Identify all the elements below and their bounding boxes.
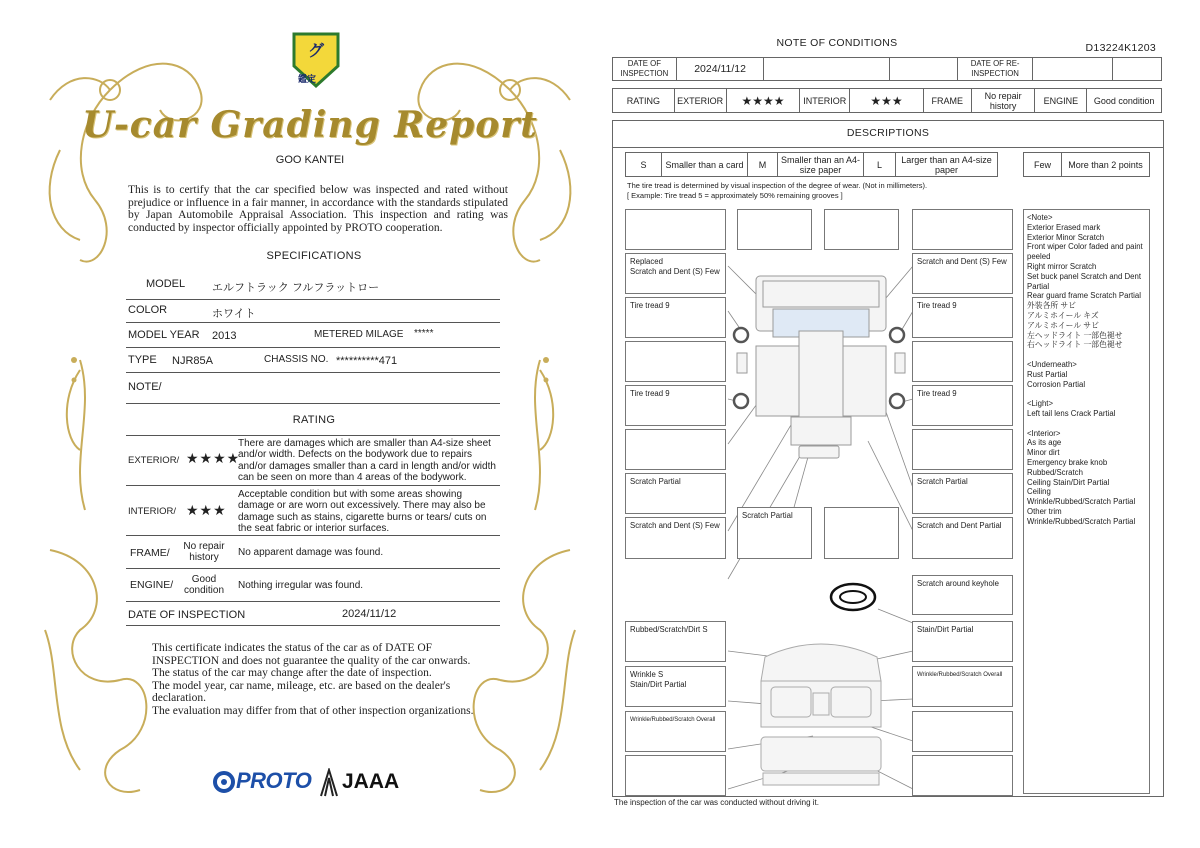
frame-label: FRAME (924, 89, 972, 112)
type-value: NJR85A (172, 355, 213, 367)
interior-box-right-3 (912, 711, 1013, 752)
notes-panel (1023, 209, 1150, 794)
interior-box-left-2: Wrinkle S Stain/Dirt Partial (625, 666, 726, 707)
legend-few: Few (1024, 153, 1062, 176)
legend-m: M (748, 153, 778, 176)
inspection-date-table (612, 57, 1162, 81)
condition-box-right-3: Tire tread 9 (912, 297, 1013, 338)
interior-label: INTERIOR/ (128, 506, 177, 517)
model-year-value: 2013 (212, 330, 237, 342)
legend-m-desc: Smaller than an A4-size paper (778, 153, 864, 176)
specifications-heading: SPECIFICATIONS (266, 250, 362, 262)
condition-box-left-3: Tire tread 9 (625, 297, 726, 338)
steering-wheel-icon (831, 584, 875, 610)
reinspection-value-cell (1033, 58, 1113, 80)
exterior-stars: ★★★★ (727, 89, 801, 112)
notes-text: <Note> Exterior Erased mark Exterior Minor Scratch Front wiper Color faded and paint peeled Right mirror Scratch Set buck panel Scratch and Dent Partial Rear guard frame Scratch Partial 外装各所 サビ アルミホイール キズ アルミホイール サビ 左ヘッドライト 一部色褪せ 右ヘッドライト 一部色褪せ <Underneath> Rust Partial Corrosion Partial <Light> Left tail lens Crack Partial <Interior> As its age Minor dirt Emergency brake knob Rubbed/Scratch Ceiling Stain/Dirt Partial Ceiling Wrinkle/Rubbed/Scratch Partial Other trim Wrinkle/Rubbed/Scratch Partial (1027, 213, 1143, 526)
condition-box-left-2: Replaced Scratch and Dent (S) Few (625, 253, 726, 294)
condition-box-right-4 (912, 341, 1013, 382)
spec-row-model-year (126, 323, 500, 348)
note-label: NOTE/ (128, 381, 162, 393)
condition-box-right-8: Scratch and Dent Partial (912, 517, 1013, 559)
date-of-inspection-value: 2024/11/12 (677, 58, 765, 80)
badge-label: 鑑定 (298, 74, 317, 84)
condition-box-right-2: Scratch and Dent (S) Few (912, 253, 1013, 294)
chassis-label: CHASSIS NO. (264, 354, 329, 365)
date-of-reinspection-label: DATE OF RE-INSPECTION (958, 58, 1034, 80)
model-year-label: MODEL YEAR (128, 329, 200, 341)
date-of-inspection-value: 2024/11/12 (342, 608, 397, 620)
exterior-description: There are damages which are smaller than A4-size sheet and/or width. Defects on the bodywork due to repairs and/or damages smaller than a card in length and/or width can be seen on more than 4 areas of the bodywork. (238, 438, 496, 484)
frame-value: No repair history (972, 89, 1036, 112)
rating-table (612, 88, 1162, 113)
keyhole-box: Scratch around keyhole (912, 575, 1013, 615)
certification-statement: This is to certify that the car specified below was inspected and rated without prejudice or influence in a fair manner, in accordance with the standards stipulated by Japan Automobile Appraisal Association. This inspection and rating was conducted by inspector officially appointed by PROTO cooperation. (128, 184, 508, 234)
condition-box-left-1 (625, 209, 726, 250)
spec-row-model (126, 271, 500, 300)
frame-label: FRAME/ (130, 547, 170, 559)
frame-value: No repair history (183, 541, 225, 564)
condition-box-bottom-1: Scratch Partial (737, 507, 812, 559)
legend-few-desc: More than 2 points (1068, 159, 1143, 170)
engine-label: ENGINE/ (130, 579, 174, 591)
inspection-footer-note: The inspection of the car was conducted without driving it. (614, 798, 819, 807)
exterior-label: EXTERIOR (675, 89, 727, 112)
interior-box-left-4 (625, 755, 726, 796)
inspection-blank-cell-2 (890, 58, 958, 80)
legend-l-desc: Larger than an A4-size paper (901, 154, 992, 175)
interior-description: Acceptable condition but with some areas showing damage or are worn out excessively. There may also be damage such as stains, cigarette burns or tears/ cuts on the seat fabric or interior surfaces. (238, 489, 487, 535)
interior-label: INTERIOR (800, 89, 850, 112)
report-title: U-car Grading Report (82, 104, 538, 146)
condition-box-left-6 (625, 429, 726, 470)
condition-box-right-7: Scratch Partial (912, 473, 1013, 514)
engine-label: ENGINE (1035, 89, 1087, 112)
model-value: エルフトラック フルフラットロー (212, 282, 380, 294)
rating-heading-rule (126, 407, 500, 436)
interior-box-left-3: Wrinkle/Rubbed/Scratch Overall (625, 711, 726, 752)
condition-box-left-8: Scratch and Dent (S) Few (625, 517, 726, 559)
rating-row-engine (126, 569, 500, 602)
spec-row-type (126, 348, 500, 373)
frame-description: No apparent damage was found. (238, 547, 384, 558)
report-code: D13224K1203 (1085, 42, 1156, 54)
rating-heading: RATING (292, 414, 336, 426)
svg-text:グ: グ (307, 41, 325, 60)
engine-description: Nothing irregular was found. (238, 580, 364, 591)
interior-box-left-1: Rubbed/Scratch/Dirt S (625, 621, 726, 662)
condition-box-right-6 (912, 429, 1013, 470)
rating-row-exterior (126, 436, 500, 486)
jaaa-logo-text: JAAA (342, 770, 400, 793)
engine-value: Good condition (183, 574, 225, 597)
descriptions-panel (612, 120, 1164, 797)
interior-stars: ★★★ (186, 502, 227, 518)
interior-stars: ★★★ (850, 89, 924, 112)
jaaa-logo-icon (318, 768, 340, 798)
exterior-stars: ★★★★ (186, 450, 241, 466)
interior-box-right-1: Stain/Dirt Partial (912, 621, 1013, 662)
condition-box-left-4 (625, 341, 726, 382)
date-of-inspection-label: DATE OF INSPECTION (613, 58, 677, 80)
proto-logo-icon (212, 770, 238, 796)
color-value: ホワイト (212, 308, 256, 320)
rating-row-interior (126, 486, 500, 536)
rating-row-frame (126, 536, 500, 569)
note-title: NOTE OF CONDITIONS (776, 37, 898, 49)
type-label: TYPE (128, 354, 157, 366)
condition-box-left-5: Tire tread 9 (625, 385, 726, 426)
spec-row-color (126, 300, 500, 323)
rating-label: RATING (613, 89, 675, 112)
engine-value: Good condition (1093, 95, 1155, 106)
chassis-value: **********471 (336, 355, 398, 367)
legend-l: L (864, 153, 896, 176)
grading-certificate (40, 30, 580, 815)
condition-box-left-7: Scratch Partial (625, 473, 726, 514)
condition-box-bottom-2 (824, 507, 899, 559)
rating-row-date (126, 602, 500, 626)
interior-box-right-4 (912, 755, 1013, 796)
proto-logo-text: PROTO (236, 768, 312, 793)
metered-milage-label: METERED MILAGE (314, 329, 404, 340)
certificate-disclaimer: This certificate indicates the status of the car as of DATE OF INSPECTION and does not guarantee the quality of the car onwards. The status of the car may change after the date of inspection. The model year, car name, mileage, etc. are based on the dealer's declaration. The evaluation may differ from that of other inspection organizations. (152, 642, 474, 717)
reinspection-blank-cell (1113, 58, 1161, 80)
model-label: MODEL (146, 278, 186, 290)
report-subtitle: GOO KANTEI (275, 154, 345, 166)
tire-tread-note-1: The tire tread is determined by visual inspection of the degree of wear. (Not in millimeters). (627, 181, 928, 190)
condition-box-right-5: Tire tread 9 (912, 385, 1013, 426)
spec-row-note (126, 373, 500, 404)
metered-milage-value: ***** (414, 328, 434, 339)
legend-s: S (626, 153, 662, 176)
condition-box-right-1 (912, 209, 1013, 250)
exterior-label: EXTERIOR/ (128, 455, 180, 466)
legend-s-desc: Smaller than a card (662, 153, 748, 176)
condition-box-top-1 (737, 209, 812, 250)
interior-box-right-2: Wrinkle/Rubbed/Scratch Overall (912, 666, 1013, 707)
date-of-inspection-label: DATE OF INSPECTION (128, 609, 246, 621)
inspection-blank-cell (764, 58, 890, 80)
note-of-conditions (612, 30, 1164, 816)
tire-tread-note-2: [ Example: Tire tread 5 = approximately 50% remaining grooves ] (627, 190, 843, 200)
descriptions-heading: DESCRIPTIONS (613, 127, 1163, 148)
condition-box-top-2 (824, 209, 899, 250)
color-label: COLOR (128, 304, 168, 316)
